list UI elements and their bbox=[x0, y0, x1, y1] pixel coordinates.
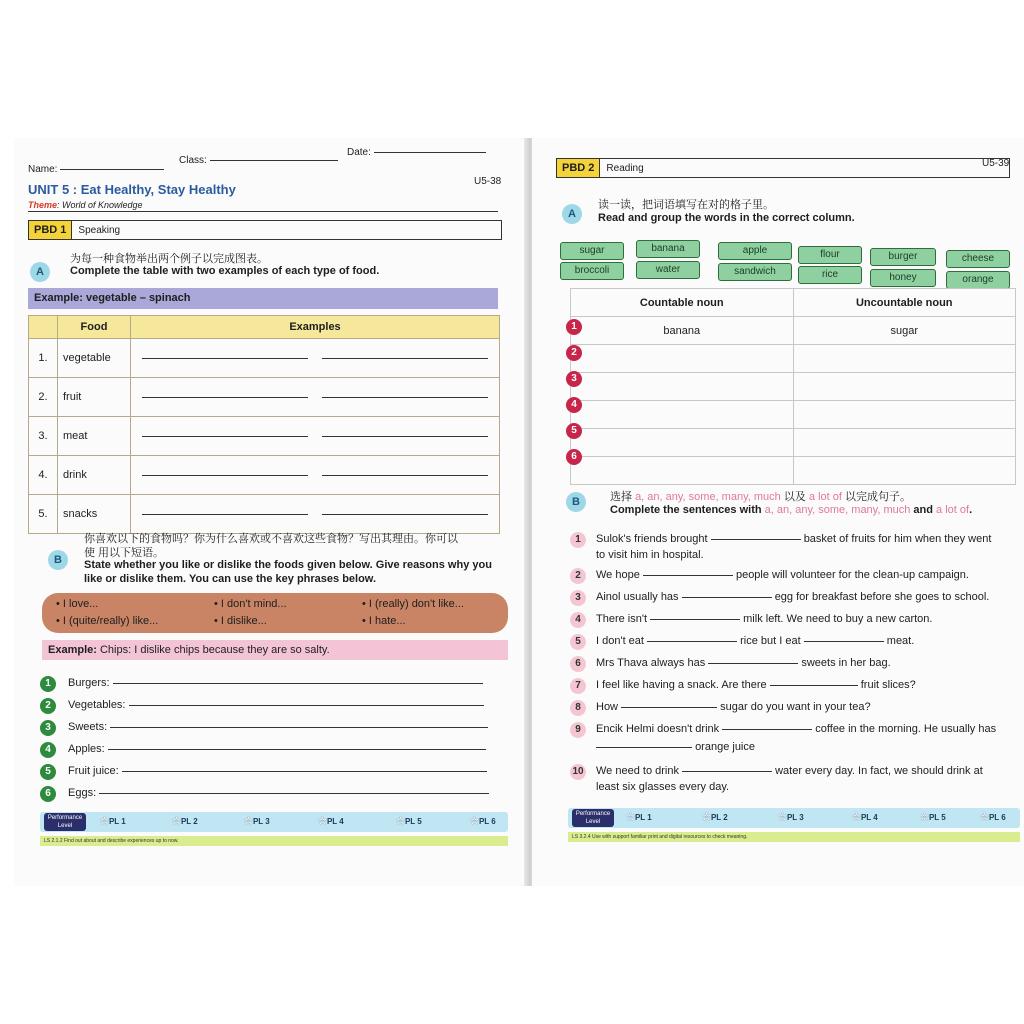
item-row[interactable] bbox=[68, 721, 508, 733]
countable-cell[interactable]: banana bbox=[571, 317, 794, 345]
pl-item: ☆PL 5 bbox=[920, 812, 946, 823]
word-card[interactable]: sugar bbox=[560, 242, 624, 260]
sentence-item[interactable]: I don't eat rice but I eat meat. bbox=[596, 635, 915, 647]
example-banner bbox=[28, 288, 498, 309]
row-food: drink bbox=[58, 456, 131, 495]
phrase-item: • I love... bbox=[56, 598, 99, 610]
item-row[interactable] bbox=[68, 765, 508, 777]
item-row[interactable] bbox=[68, 677, 508, 689]
performance-level-bar bbox=[568, 808, 1020, 828]
star-icon: ☆ bbox=[244, 816, 253, 827]
item-label: Vegetables: bbox=[68, 699, 126, 711]
word-card[interactable]: rice bbox=[798, 266, 862, 284]
item-number: 4 bbox=[40, 742, 56, 758]
star-icon: ☆ bbox=[980, 812, 989, 823]
name-label: Name: bbox=[28, 164, 58, 175]
sentence-number: 10 bbox=[570, 764, 586, 780]
star-icon: ☆ bbox=[470, 816, 479, 827]
item-row[interactable] bbox=[68, 743, 508, 755]
theme-value: : World of Knowledge bbox=[57, 200, 143, 210]
item-number: 2 bbox=[40, 698, 56, 714]
learning-standard: LS 3.2.4 Use with support familiar print and digital resources to check meaning. bbox=[568, 832, 1020, 842]
sentence-number: 1 bbox=[570, 532, 586, 548]
sentence-number: 9 bbox=[570, 722, 586, 738]
row-number: 1 bbox=[566, 319, 582, 335]
class-line bbox=[210, 159, 338, 161]
row-food: fruit bbox=[58, 378, 131, 417]
sentence-number: 6 bbox=[570, 656, 586, 672]
countable-cell[interactable] bbox=[571, 345, 794, 373]
date-field[interactable] bbox=[347, 147, 486, 158]
word-card[interactable]: honey bbox=[870, 269, 936, 287]
word-card[interactable]: broccoli bbox=[560, 262, 624, 280]
row-number: 1. bbox=[29, 339, 58, 378]
section-b-badge: B bbox=[48, 550, 68, 570]
pl-item: ☆PL 4 bbox=[318, 816, 344, 827]
page-code: U5-39 bbox=[982, 158, 1010, 169]
item-label: Burgers: bbox=[68, 677, 110, 689]
star-icon: ☆ bbox=[702, 812, 711, 823]
table-row bbox=[571, 429, 1016, 457]
header-countable: Countable noun bbox=[571, 289, 794, 317]
theme-label: Theme bbox=[28, 200, 58, 210]
class-label: Class: bbox=[179, 155, 207, 166]
row-food: meat bbox=[58, 417, 131, 456]
date-line bbox=[374, 151, 486, 153]
word-card[interactable]: sandwich bbox=[718, 263, 792, 281]
sentence-number: 3 bbox=[570, 590, 586, 606]
sentence-number: 8 bbox=[570, 700, 586, 716]
row-food: vegetable bbox=[58, 339, 131, 378]
item-number: 5 bbox=[40, 764, 56, 780]
left-page bbox=[14, 138, 526, 886]
item-label: Sweets: bbox=[68, 721, 108, 733]
word-card[interactable]: burger bbox=[870, 248, 936, 266]
row-number: 5. bbox=[29, 495, 58, 534]
uncountable-cell[interactable]: sugar bbox=[793, 317, 1016, 345]
right-page bbox=[532, 138, 1024, 886]
sentence-item[interactable]: I feel like having a snack. Are there fruit slices? bbox=[596, 679, 916, 691]
pl-item: ☆PL 2 bbox=[702, 812, 728, 823]
row-number: 5 bbox=[566, 423, 582, 439]
sentence-continuation[interactable]: orange juice bbox=[596, 741, 755, 753]
table-row bbox=[29, 495, 500, 534]
example-text: Example: vegetable – spinach bbox=[34, 292, 191, 304]
pl-item: ☆PL 6 bbox=[980, 812, 1006, 823]
phrase-item: • I (quite/really) like... bbox=[56, 615, 159, 627]
section-b-zh2: 使 用以下短语。 bbox=[84, 547, 165, 559]
item-number: 1 bbox=[40, 676, 56, 692]
row-answer[interactable] bbox=[131, 495, 500, 534]
item-row[interactable] bbox=[68, 699, 508, 711]
workbook-spread bbox=[14, 138, 1024, 886]
pbd-tag: PBD 1 bbox=[29, 221, 72, 239]
row-number: 2 bbox=[566, 345, 582, 361]
star-icon: ☆ bbox=[626, 812, 635, 823]
word-card[interactable]: flour bbox=[798, 246, 862, 264]
class-field[interactable] bbox=[179, 155, 338, 166]
phrase-item: • I hate... bbox=[362, 615, 406, 627]
word-card[interactable]: banana bbox=[636, 240, 700, 258]
star-icon: ☆ bbox=[920, 812, 929, 823]
table-row bbox=[29, 339, 500, 378]
star-icon: ☆ bbox=[852, 812, 861, 823]
row-number: 4 bbox=[566, 397, 582, 413]
pl-item: ☆PL 5 bbox=[396, 816, 422, 827]
uncountable-cell[interactable] bbox=[793, 429, 1016, 457]
countable-cell[interactable] bbox=[571, 401, 794, 429]
header-num-cell bbox=[29, 316, 58, 339]
countable-cell[interactable] bbox=[571, 457, 794, 485]
pl-item: ☆PL 4 bbox=[852, 812, 878, 823]
row-answer[interactable] bbox=[131, 456, 500, 495]
sentence-number: 2 bbox=[570, 568, 586, 584]
example-b-banner bbox=[42, 640, 508, 660]
pl-item: ☆PL 1 bbox=[100, 816, 126, 827]
sentence-item[interactable]: We need to drink water every day. In fact, we should drink at bbox=[596, 765, 983, 777]
sentence-item[interactable]: We hope people will volunteer for the clean-up campaign. bbox=[596, 569, 969, 581]
row-answer[interactable] bbox=[131, 378, 500, 417]
name-line bbox=[60, 168, 164, 170]
item-label: Fruit juice: bbox=[68, 765, 119, 777]
item-label: Eggs: bbox=[68, 787, 97, 799]
uncountable-cell[interactable] bbox=[793, 457, 1016, 485]
performance-level-bar bbox=[40, 812, 508, 832]
title-rule bbox=[28, 211, 498, 212]
table-row bbox=[29, 378, 500, 417]
sentence-number: 5 bbox=[570, 634, 586, 650]
star-icon: ☆ bbox=[318, 816, 327, 827]
section-b-instruction-1: State whether you like or dislike the foods given below. Give reasons why you bbox=[84, 559, 492, 571]
table-row bbox=[29, 417, 500, 456]
sentence-item[interactable]: How sugar do you want in your tea? bbox=[596, 701, 871, 713]
noun-table bbox=[570, 288, 1016, 485]
pl-item: ☆PL 6 bbox=[470, 816, 496, 827]
header-examples: Examples bbox=[131, 316, 500, 339]
section-b-badge: B bbox=[566, 492, 586, 512]
pbd-title: Reading bbox=[606, 162, 644, 174]
phrase-item: • I (really) don't like... bbox=[362, 598, 464, 610]
phrase-item: • I dislike... bbox=[214, 615, 267, 627]
table-row bbox=[571, 345, 1016, 373]
star-icon: ☆ bbox=[396, 816, 405, 827]
section-a-instruction: Read and group the words in the correct column. bbox=[598, 212, 855, 224]
pbd-tag: PBD 2 bbox=[557, 159, 600, 177]
word-card[interactable]: apple bbox=[718, 242, 792, 260]
page-code: U5-38 bbox=[474, 176, 502, 187]
sentence-item[interactable]: Sulok's friends brought basket of fruits for him when they went bbox=[596, 533, 992, 545]
table-row bbox=[571, 457, 1016, 485]
row-number: 3 bbox=[566, 371, 582, 387]
item-label: Apples: bbox=[68, 743, 105, 755]
star-icon: ☆ bbox=[778, 812, 787, 823]
key-phrases-box bbox=[42, 593, 508, 633]
uncountable-cell[interactable] bbox=[793, 345, 1016, 373]
pl-item: ☆PL 3 bbox=[244, 816, 270, 827]
section-b-instruction-2: like or dislike them. You can use the key phrases below. bbox=[84, 573, 377, 585]
star-icon: ☆ bbox=[172, 816, 181, 827]
sentence-continuation: least six glasses every day. bbox=[596, 781, 730, 793]
table-row bbox=[29, 456, 500, 495]
food-table bbox=[28, 315, 500, 534]
section-a-zh: 为每一种食物举出两个例子以完成图表。 bbox=[70, 253, 268, 265]
uncountable-cell[interactable] bbox=[793, 401, 1016, 429]
sentence-continuation: to visit him in hospital. bbox=[596, 549, 704, 561]
pl-item: ☆PL 1 bbox=[626, 812, 652, 823]
countable-cell[interactable] bbox=[571, 373, 794, 401]
name-field[interactable] bbox=[28, 164, 164, 175]
item-number: 6 bbox=[40, 786, 56, 802]
section-b-zh: 选择 a, an, any, some, many, much 以及 a lot of 以完成句子。 bbox=[610, 491, 911, 503]
row-number: 2. bbox=[29, 378, 58, 417]
pl-item: ☆PL 3 bbox=[778, 812, 804, 823]
section-b-instruction: Complete the sentences with a, an, any, some, many, much and a lot of. bbox=[610, 504, 973, 516]
section-a-badge: A bbox=[30, 262, 50, 282]
unit-title: UNIT 5 : Eat Healthy, Stay Healthy bbox=[28, 182, 236, 197]
row-number: 3. bbox=[29, 417, 58, 456]
sentence-item[interactable]: Encik Helmi doesn't drink coffee in the morning. He usually has bbox=[596, 723, 997, 735]
row-answer[interactable] bbox=[131, 339, 500, 378]
table-header-row bbox=[571, 289, 1016, 317]
example-b-text: Chips: I dislike chips because they are so salty. bbox=[96, 644, 330, 656]
item-number: 3 bbox=[40, 720, 56, 736]
row-number: 4. bbox=[29, 456, 58, 495]
phrase-item: • I don't mind... bbox=[214, 598, 287, 610]
header-food: Food bbox=[58, 316, 131, 339]
performance-level-label: Performance Level bbox=[572, 809, 614, 827]
section-a-zh: 读一读，把词语填写在对的格子里。 bbox=[598, 199, 774, 211]
performance-level-label: Performance Level bbox=[44, 813, 86, 831]
pbd-header bbox=[28, 220, 502, 240]
word-card[interactable]: cheese bbox=[946, 250, 1010, 268]
date-label: Date: bbox=[347, 147, 371, 158]
section-a-badge: A bbox=[562, 204, 582, 224]
pl-item: ☆PL 2 bbox=[172, 816, 198, 827]
table-header-row bbox=[29, 316, 500, 339]
row-food: snacks bbox=[58, 495, 131, 534]
theme-line bbox=[28, 200, 143, 210]
sentence-item[interactable]: Mrs Thava always has sweets in her bag. bbox=[596, 657, 891, 669]
uncountable-cell[interactable] bbox=[793, 373, 1016, 401]
item-row[interactable] bbox=[68, 787, 508, 799]
pbd-header bbox=[556, 158, 1010, 178]
pbd-title: Speaking bbox=[78, 224, 121, 236]
row-answer[interactable] bbox=[131, 417, 500, 456]
star-icon: ☆ bbox=[100, 816, 109, 827]
section-b-zh1: 你喜欢以下的食物吗？你为什么喜欢或不喜欢这些食物？写出其理由。你可以 bbox=[84, 533, 458, 545]
header-uncountable: Uncountable noun bbox=[793, 289, 1016, 317]
sentence-number: 4 bbox=[570, 612, 586, 628]
learning-standard: LS 2.1.2 Find out about and describe experiences up to now. bbox=[40, 836, 508, 846]
section-a-instruction: Complete the table with two examples of each type of food. bbox=[70, 265, 380, 277]
word-card[interactable]: water bbox=[636, 261, 700, 279]
sentence-item[interactable]: Ainol usually has egg for breakfast before she goes to school. bbox=[596, 591, 990, 603]
sentence-number: 7 bbox=[570, 678, 586, 694]
row-number: 6 bbox=[566, 449, 582, 465]
table-row bbox=[571, 373, 1016, 401]
word-card[interactable]: orange bbox=[946, 271, 1010, 289]
table-row bbox=[571, 317, 1016, 345]
table-row bbox=[571, 401, 1016, 429]
sentence-item[interactable]: There isn't milk left. We need to buy a new carton. bbox=[596, 613, 933, 625]
example-b-label: Example: bbox=[48, 644, 97, 656]
countable-cell[interactable] bbox=[571, 429, 794, 457]
